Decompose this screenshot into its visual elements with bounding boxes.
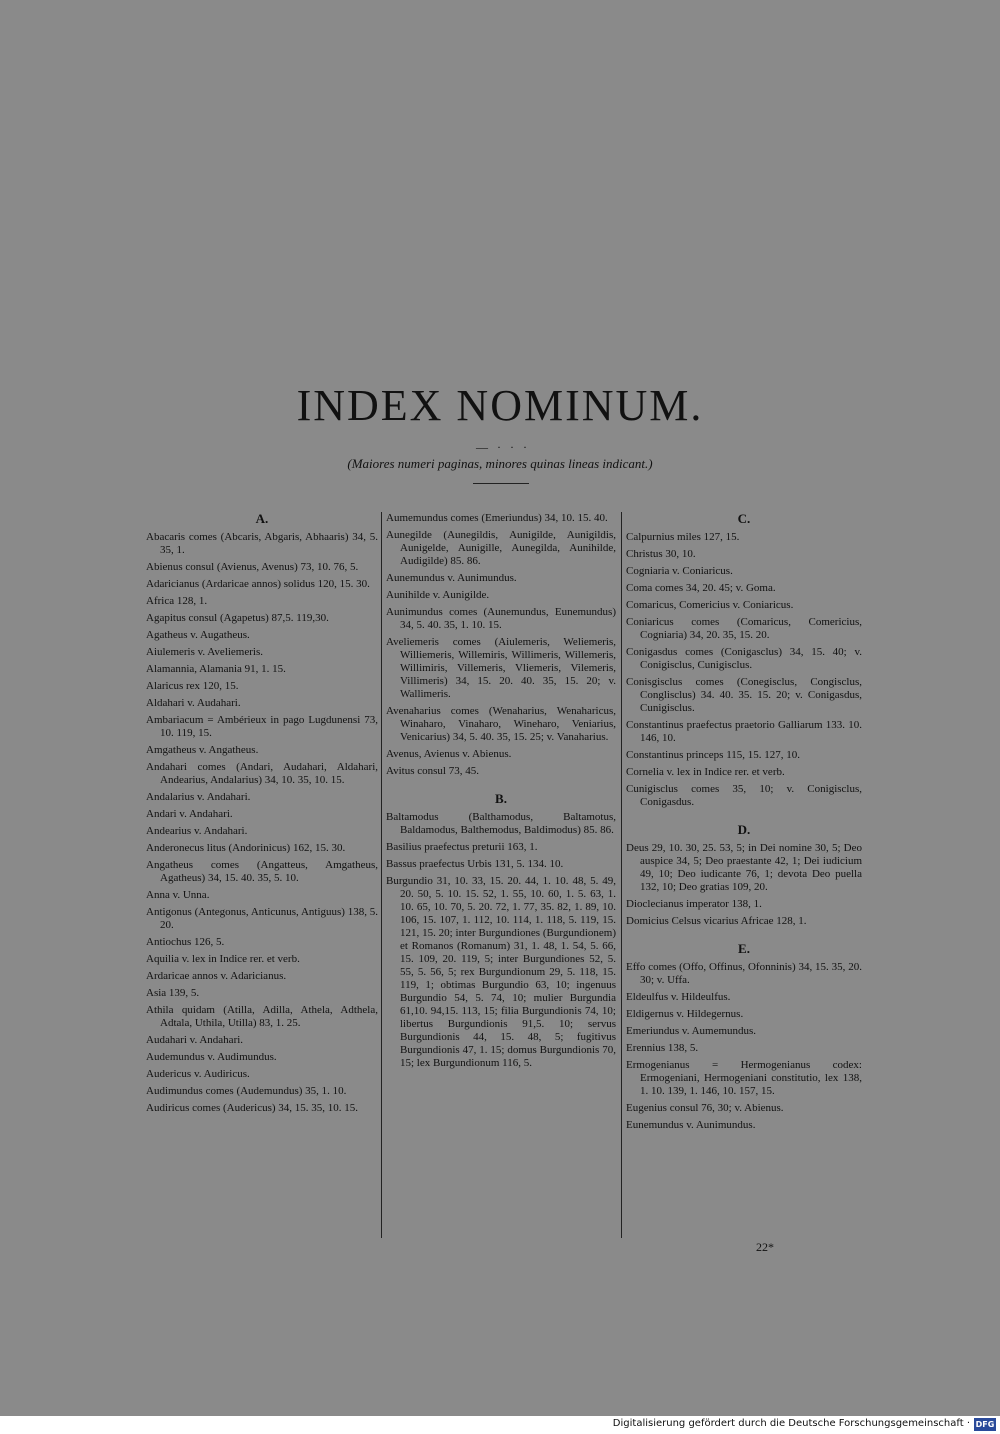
index-entry: Agapitus consul (Agapetus) 87,5. 119,30. [146, 612, 329, 624]
index-entry: Conigasdus comes (Conigasclus) 34, 15. 40; v. Conigisclus, Cunigisclus. [626, 646, 862, 671]
section-heading: C. [737, 511, 751, 526]
index-entry: Cogniaria v. Coniaricus. [626, 565, 733, 577]
section-heading: B. [495, 791, 507, 806]
index-entry: Constantinus praefectus praetorio Galliarum 133. 10. 146, 10. [626, 719, 862, 744]
index-entry: Emeriundus v. Aumemundus. [626, 1025, 757, 1037]
index-entry: Abienus consul (Avienus, Avenus) 73, 10. 76, 5. [146, 561, 359, 573]
section-heading: A. [255, 511, 269, 526]
index-entry: Coniaricus comes (Comaricus, Comericius, Cogniaria) 34, 20. 35, 15. 20. [626, 616, 862, 641]
index-entry: Aunimundus comes (Aunemundus, Eunemundus) 34, 5. 40. 35, 1. 10. 15. [386, 606, 616, 631]
index-entry: Adaricianus (Ardaricae annos) solidus 120, 15. 30. [146, 578, 370, 590]
index-entry: Abacaris comes (Abcaris, Abgaris, Abhaaris) 34, 5. 35, 1. [146, 531, 378, 556]
index-entry: Comaricus, Comericius v. Coniaricus. [626, 599, 794, 611]
index-entry: Andari v. Andahari. [146, 808, 233, 820]
index-entry: Aiulemeris v. Aveliemeris. [146, 646, 263, 658]
index-entry: Calpurnius miles 127, 15. [626, 531, 740, 543]
index-entry: Aquilia v. lex in Indice rer. et verb. [146, 953, 300, 965]
index-entry: Avenaharius comes (Wenaharius, Wenaharicus, Winaharo, Vinaharo, Wineharo, Veniarius, Venicarius) 34, 5. 40. 35, 15. 25; v. Vanaharius. [386, 705, 616, 743]
page-subtitle: (Maiores numeri paginas, minores quinas lineas indicant.) [347, 456, 653, 471]
divider-rule [473, 483, 529, 484]
index-entry: Aunemundus v. Aunimundus. [386, 572, 517, 584]
index-entry: Aldahari v. Audahari. [146, 697, 241, 709]
ornament-dashes: — · · · [476, 440, 530, 454]
page-number: 22* [756, 1240, 774, 1254]
index-entry: Antigonus (Antegonus, Anticunus, Antiguus) 138, 5. 20. [146, 906, 378, 931]
index-entry: Antiochus 126, 5. [146, 936, 225, 948]
index-entry: Effo comes (Offo, Offinus, Ofonninis) 34, 15. 35, 20. 30; v. Uffa. [626, 961, 862, 986]
index-entry: Aunegilde (Aunegildis, Aunigilde, Aunigildis, Aunigelde, Aunigille, Aunegilda, Aunihilde, Audigilde) 85. 86. [386, 529, 616, 567]
index-entry: Audemundus v. Audimundus. [146, 1051, 277, 1063]
index-entry: Eugenius consul 76, 30; v. Abienus. [626, 1102, 784, 1114]
index-entry: Agatheus v. Augatheus. [146, 629, 250, 641]
index-entry: Audericus v. Audiricus. [146, 1068, 250, 1080]
index-entry: Deus 29, 10. 30, 25. 53, 5; in Dei nomine 30, 5; Deo auspice 34, 5; Deo praestante 42, 1; Dei iudicium 49, 10; Deo iudicante 76, 1; devota Deo puella 132, 10; Deo gratias 109, 20. [626, 842, 862, 893]
index-entry: Eunemundus v. Aunimundus. [626, 1119, 756, 1131]
index-entry: Bassus praefectus Urbis 131, 5. 134. 10. [386, 858, 564, 870]
index-entry: Audimundus comes (Audemundus) 35, 1. 10. [146, 1085, 347, 1097]
index-entry: Aumemundus comes (Emeriundus) 34, 10. 15. 40. [386, 512, 608, 524]
index-entry: Andearius v. Andahari. [146, 825, 248, 837]
index-entry: Audahari v. Andahari. [146, 1034, 244, 1046]
index-entry: Ambariacum = Ambérieux in pago Lugdunensi 73, 10. 119, 15. [146, 714, 378, 739]
index-entry: Africa 128, 1. [146, 595, 208, 607]
index-entry: Cunigisclus comes 35, 10; v. Conigisclus, Conigasdus. [626, 783, 862, 808]
index-entry: Basilius praefectus preturii 163, 1. [386, 841, 538, 853]
footer-bar [0, 1416, 1000, 1434]
index-entry: Aveliemeris comes (Aiulemeris, Weliemeris, Williemeris, Willemiris, Willimeris, Willemeris, Willimiris, Villemeris, Vliemeris, Vilemeris, Villimeris) 34, 15. 20. 40. 35, 15. 20; v. Wallimeris. [386, 636, 616, 700]
index-entry: Burgundio 31, 10. 33, 15. 20. 44, 1. 10. 48, 5. 49, 20. 50, 5. 10. 15. 52, 1. 55, 10. 60, 1. 5. 63, 1. 10. 65, 10. 70, 5. 20. 72, 1. 77, 35. 82, 1. 89, 10. 106, 15. 107, 1. 112, 10. 114, 1. 118, 5. 119, 15. 121, 15. 20; inter Burgundiones (Burgundionem) et Romanos (Romanum) 31, 1. 48, 1. 54, 5. 66, 15. 109, 20. 119, 5; inter Burgundiones 52, 5. 55, 5. 56, 5; rex Burgundionum 29, 5. 118, 15. 119, 1; obtimas Burgundio 63, 10; ingenuus Burgundio 54, 5. 74, 10; mulier Burgundia 61,10. 94,15. 113, 15; filia Burgundionis 74, 10; libertus Burgundionis 91,5. 10; servus Burgundionis 44, 15. 48, 5; fugitivus Burgundionis 47, 1. 15; domus Burgundionis 70, 15; lex Burgundionum 116, 5. [386, 875, 616, 1069]
index-entry: Cornelia v. lex in Indice rer. et verb. [626, 766, 785, 778]
index-entry: Alamannia, Alamania 91, 1. 15. [146, 663, 286, 675]
index-entry: Coma comes 34, 20. 45; v. Goma. [626, 582, 776, 594]
index-entry: Anderonecus litus (Andorinicus) 162, 15. 30. [146, 842, 346, 854]
index-entry: Avenus, Avienus v. Abienus. [386, 748, 512, 760]
column-divider-right [621, 512, 622, 1238]
index-entry: Eldigernus v. Hildegernus. [626, 1008, 744, 1020]
index-entry: Conisgisclus comes (Conegisclus, Congisclus, Conglisclus) 34. 40. 35. 15. 20; v. Conigasdus, Cunigisclus. [626, 676, 862, 714]
index-entry: Angatheus comes (Angatteus, Amgatheus, Agatheus) 34, 15. 40. 35, 5. 10. [146, 859, 378, 884]
index-entry: Ermogenianus = Hermogenianus codex: Ermogeniani, Hermogeniani constitutio, lex 138, 1. 10. 139, 1. 146, 10. 157, 15. [626, 1059, 862, 1097]
dfg-logo: DFG [975, 1420, 995, 1429]
index-column-3 [626, 510, 862, 1136]
index-entry: Anna v. Unna. [146, 889, 210, 901]
index-entry: Athila quidam (Atilla, Adilla, Athela, Adthela, Adtala, Uthila, Utilla) 83, 1. 25. [146, 1004, 378, 1029]
index-entry: Audiricus comes (Audericus) 34, 15. 35, 10. 15. [146, 1102, 359, 1114]
index-entry: Aunihilde v. Aunigilde. [386, 589, 490, 601]
index-column-1 [146, 510, 378, 1119]
index-entry: Baltamodus (Balthamodus, Baltamotus, Baldamodus, Balthemodus, Baldimodus) 85. 86. [386, 811, 616, 836]
index-entry: Dioclecianus imperator 138, 1. [626, 898, 762, 910]
section-heading: D. [737, 822, 751, 837]
column-divider-left [381, 512, 382, 1238]
footer-credit: Digitalisierung gefördert durch die Deutsche Forschungsgemeinschaft · [612, 1418, 970, 1429]
index-entry: Christus 30, 10. [626, 548, 696, 560]
index-column-2 [386, 512, 616, 1074]
index-entry: Alaricus rex 120, 15. [146, 680, 239, 692]
index-entry: Ardaricae annos v. Adaricianus. [146, 970, 287, 982]
index-entry: Amgatheus v. Angatheus. [146, 744, 259, 756]
index-entry: Domicius Celsus vicarius Africae 128, 1. [626, 915, 807, 927]
index-entry: Constantinus princeps 115, 15. 127, 10. [626, 749, 801, 761]
section-heading: E. [738, 941, 750, 956]
page-title: INDEX NOMINUM. [296, 381, 704, 430]
index-entry: Eldeulfus v. Hildeulfus. [626, 991, 731, 1003]
index-entry: Erennius 138, 5. [626, 1042, 699, 1054]
index-entry: Asia 139, 5. [146, 987, 200, 999]
index-entry: Avitus consul 73, 45. [386, 765, 479, 777]
index-entry: Andalarius v. Andahari. [146, 791, 251, 803]
index-entry: Andahari comes (Andari, Audahari, Aldahari, Andearius, Andalarius) 34, 10. 35, 10. 15. [146, 761, 378, 786]
